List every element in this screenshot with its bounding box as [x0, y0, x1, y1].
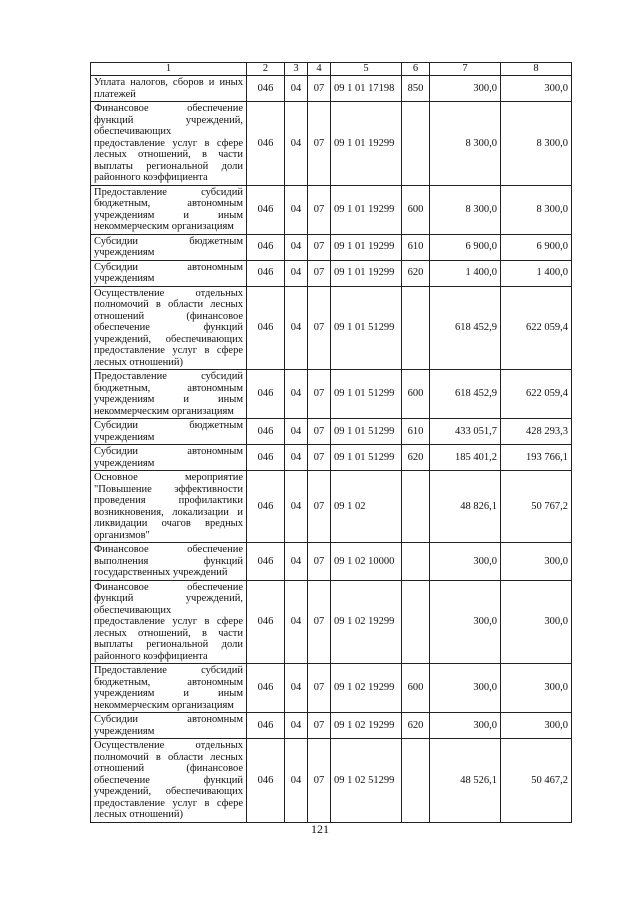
expense-type-cell: [402, 286, 430, 370]
target-article-cell: 09 1 02 19299: [331, 580, 402, 664]
amount-year1-cell: 185 401,2: [430, 445, 501, 471]
ministry-code-cell: 046: [247, 260, 285, 286]
amount-year1-cell: 618 452,9: [430, 370, 501, 419]
amount-year1-cell: 6 900,0: [430, 234, 501, 260]
row-name-cell: Предоставление субсидий бюджетным, автономным учреждениям и иным некоммерческим организациям: [91, 185, 247, 234]
target-article-cell: 09 1 01 51299: [331, 370, 402, 419]
amount-year1-cell: 1 400,0: [430, 260, 501, 286]
table-row: [91, 580, 572, 664]
ministry-code-cell: 046: [247, 234, 285, 260]
expense-type-cell: [402, 102, 430, 186]
target-article-cell: 09 1 01 19299: [331, 260, 402, 286]
amount-year2-cell: 50 767,2: [501, 471, 572, 543]
target-article-cell: 09 1 02 19299: [331, 713, 402, 739]
subsection-code-cell: 07: [308, 102, 331, 186]
section-code-cell: 04: [285, 76, 308, 102]
subsection-code-cell: 07: [308, 543, 331, 581]
expense-type-cell: [402, 471, 430, 543]
table-row: [91, 445, 572, 471]
section-code-cell: 04: [285, 286, 308, 370]
amount-year1-cell: 48 526,1: [430, 739, 501, 823]
subsection-code-cell: 07: [308, 713, 331, 739]
subsection-code-cell: 07: [308, 260, 331, 286]
section-code-cell: 04: [285, 185, 308, 234]
amount-year2-cell: 193 766,1: [501, 445, 572, 471]
ministry-code-cell: 046: [247, 713, 285, 739]
ministry-code-cell: 046: [247, 543, 285, 581]
amount-year2-cell: 8 300,0: [501, 185, 572, 234]
expense-type-cell: [402, 580, 430, 664]
subsection-code-cell: 07: [308, 739, 331, 823]
row-name-cell: Основное мероприятие "Повышение эффективности проведения профилактики возникновения, локализации и ликвидации очагов вредных организмов": [91, 471, 247, 543]
subsection-code-cell: 07: [308, 419, 331, 445]
target-article-cell: 09 1 02: [331, 471, 402, 543]
row-name-cell: Субсидии бюджетным учреждениям: [91, 419, 247, 445]
column-header: 6: [402, 63, 430, 76]
amount-year2-cell: 1 400,0: [501, 260, 572, 286]
ministry-code-cell: 046: [247, 286, 285, 370]
ministry-code-cell: 046: [247, 419, 285, 445]
ministry-code-cell: 046: [247, 664, 285, 713]
amount-year1-cell: 8 300,0: [430, 185, 501, 234]
expense-type-cell: 610: [402, 419, 430, 445]
expense-type-cell: 600: [402, 185, 430, 234]
table-header-row: [91, 63, 572, 76]
subsection-code-cell: 07: [308, 664, 331, 713]
amount-year1-cell: 48 826,1: [430, 471, 501, 543]
table-row: [91, 739, 572, 823]
table-row: [91, 102, 572, 186]
subsection-code-cell: 07: [308, 471, 331, 543]
row-name-cell: Предоставление субсидий бюджетным, автономным учреждениям и иным некоммерческим организациям: [91, 370, 247, 419]
expense-type-cell: 600: [402, 664, 430, 713]
section-code-cell: 04: [285, 739, 308, 823]
ministry-code-cell: 046: [247, 76, 285, 102]
subsection-code-cell: 07: [308, 370, 331, 419]
target-article-cell: 09 1 01 19299: [331, 102, 402, 186]
amount-year2-cell: 300,0: [501, 580, 572, 664]
section-code-cell: 04: [285, 260, 308, 286]
ministry-code-cell: 046: [247, 102, 285, 186]
target-article-cell: 09 1 02 19299: [331, 664, 402, 713]
target-article-cell: 09 1 02 51299: [331, 739, 402, 823]
subsection-code-cell: 07: [308, 185, 331, 234]
amount-year1-cell: 433 051,7: [430, 419, 501, 445]
expense-type-cell: [402, 543, 430, 581]
expense-type-cell: 620: [402, 713, 430, 739]
table-row: [91, 543, 572, 581]
expense-type-cell: 600: [402, 370, 430, 419]
table-row: [91, 185, 572, 234]
ministry-code-cell: 046: [247, 739, 285, 823]
column-header: 2: [247, 63, 285, 76]
target-article-cell: 09 1 02 10000: [331, 543, 402, 581]
section-code-cell: 04: [285, 713, 308, 739]
expense-type-cell: 620: [402, 445, 430, 471]
column-header: 3: [285, 63, 308, 76]
ministry-code-cell: 046: [247, 471, 285, 543]
table-row: [91, 370, 572, 419]
amount-year1-cell: 300,0: [430, 76, 501, 102]
subsection-code-cell: 07: [308, 76, 331, 102]
table-row: [91, 260, 572, 286]
ministry-code-cell: 046: [247, 185, 285, 234]
row-name-cell: Финансовое обеспечение функций учреждений, обеспечивающих предоставление услуг в сфере лесных отношений, в части выплаты региональной доли районного коэффициента: [91, 580, 247, 664]
column-header: 5: [331, 63, 402, 76]
amount-year2-cell: 300,0: [501, 713, 572, 739]
section-code-cell: 04: [285, 419, 308, 445]
expense-type-cell: [402, 739, 430, 823]
row-name-cell: Осуществление отдельных полномочий в области лесных отношений (финансовое обеспечение функций учреждений, обеспечивающих предоставление услуг в сфере лесных отношений): [91, 739, 247, 823]
target-article-cell: 09 1 01 17198: [331, 76, 402, 102]
section-code-cell: 04: [285, 445, 308, 471]
page-number: 121: [311, 822, 329, 836]
amount-year2-cell: 50 467,2: [501, 739, 572, 823]
table-body: [91, 76, 572, 823]
ministry-code-cell: 046: [247, 370, 285, 419]
section-code-cell: 04: [285, 471, 308, 543]
amount-year1-cell: 618 452,9: [430, 286, 501, 370]
row-name-cell: Финансовое обеспечение выполнения функций государственных учреждений: [91, 543, 247, 581]
row-name-cell: Субсидии автономным учреждениям: [91, 445, 247, 471]
subsection-code-cell: 07: [308, 234, 331, 260]
amount-year2-cell: 622 059,4: [501, 370, 572, 419]
row-name-cell: Уплата налогов, сборов и иных платежей: [91, 76, 247, 102]
row-name-cell: Предоставление субсидий бюджетным, автономным учреждениям и иным некоммерческим организациям: [91, 664, 247, 713]
row-name-cell: Осуществление отдельных полномочий в области лесных отношений (финансовое обеспечение функций учреждений, обеспечивающих предоставление услуг в сфере лесных отношений): [91, 286, 247, 370]
row-name-cell: Субсидии автономным учреждениям: [91, 713, 247, 739]
row-name-cell: Субсидии бюджетным учреждениям: [91, 234, 247, 260]
subsection-code-cell: 07: [308, 580, 331, 664]
table-row: [91, 713, 572, 739]
amount-year1-cell: 300,0: [430, 713, 501, 739]
table-row: [91, 286, 572, 370]
section-code-cell: 04: [285, 580, 308, 664]
column-header: 1: [91, 63, 247, 76]
amount-year1-cell: 300,0: [430, 543, 501, 581]
row-name-cell: Субсидии автономным учреждениям: [91, 260, 247, 286]
amount-year2-cell: 8 300,0: [501, 102, 572, 186]
table-row: [91, 234, 572, 260]
section-code-cell: 04: [285, 370, 308, 419]
expense-type-cell: 850: [402, 76, 430, 102]
column-header: 7: [430, 63, 501, 76]
target-article-cell: 09 1 01 51299: [331, 445, 402, 471]
amount-year2-cell: 300,0: [501, 76, 572, 102]
target-article-cell: 09 1 01 51299: [331, 419, 402, 445]
target-article-cell: 09 1 01 19299: [331, 234, 402, 260]
subsection-code-cell: 07: [308, 286, 331, 370]
amount-year2-cell: 428 293,3: [501, 419, 572, 445]
section-code-cell: 04: [285, 543, 308, 581]
amount-year2-cell: 6 900,0: [501, 234, 572, 260]
subsection-code-cell: 07: [308, 445, 331, 471]
ministry-code-cell: 046: [247, 445, 285, 471]
section-code-cell: 04: [285, 102, 308, 186]
table-row: [91, 664, 572, 713]
amount-year2-cell: 300,0: [501, 543, 572, 581]
amount-year2-cell: 300,0: [501, 664, 572, 713]
budget-table: [90, 62, 572, 823]
table-row: [91, 471, 572, 543]
section-code-cell: 04: [285, 234, 308, 260]
table-row: [91, 419, 572, 445]
expense-type-cell: 620: [402, 260, 430, 286]
target-article-cell: 09 1 01 19299: [331, 185, 402, 234]
table-row: [91, 76, 572, 102]
target-article-cell: 09 1 01 51299: [331, 286, 402, 370]
ministry-code-cell: 046: [247, 580, 285, 664]
amount-year1-cell: 300,0: [430, 664, 501, 713]
row-name-cell: Финансовое обеспечение функций учреждений, обеспечивающих предоставление услуг в сфере лесных отношений, в части выплаты региональной доли районного коэффициента: [91, 102, 247, 186]
column-header: 4: [308, 63, 331, 76]
amount-year2-cell: 622 059,4: [501, 286, 572, 370]
amount-year1-cell: 8 300,0: [430, 102, 501, 186]
amount-year1-cell: 300,0: [430, 580, 501, 664]
expense-type-cell: 610: [402, 234, 430, 260]
section-code-cell: 04: [285, 664, 308, 713]
column-header: 8: [501, 63, 572, 76]
